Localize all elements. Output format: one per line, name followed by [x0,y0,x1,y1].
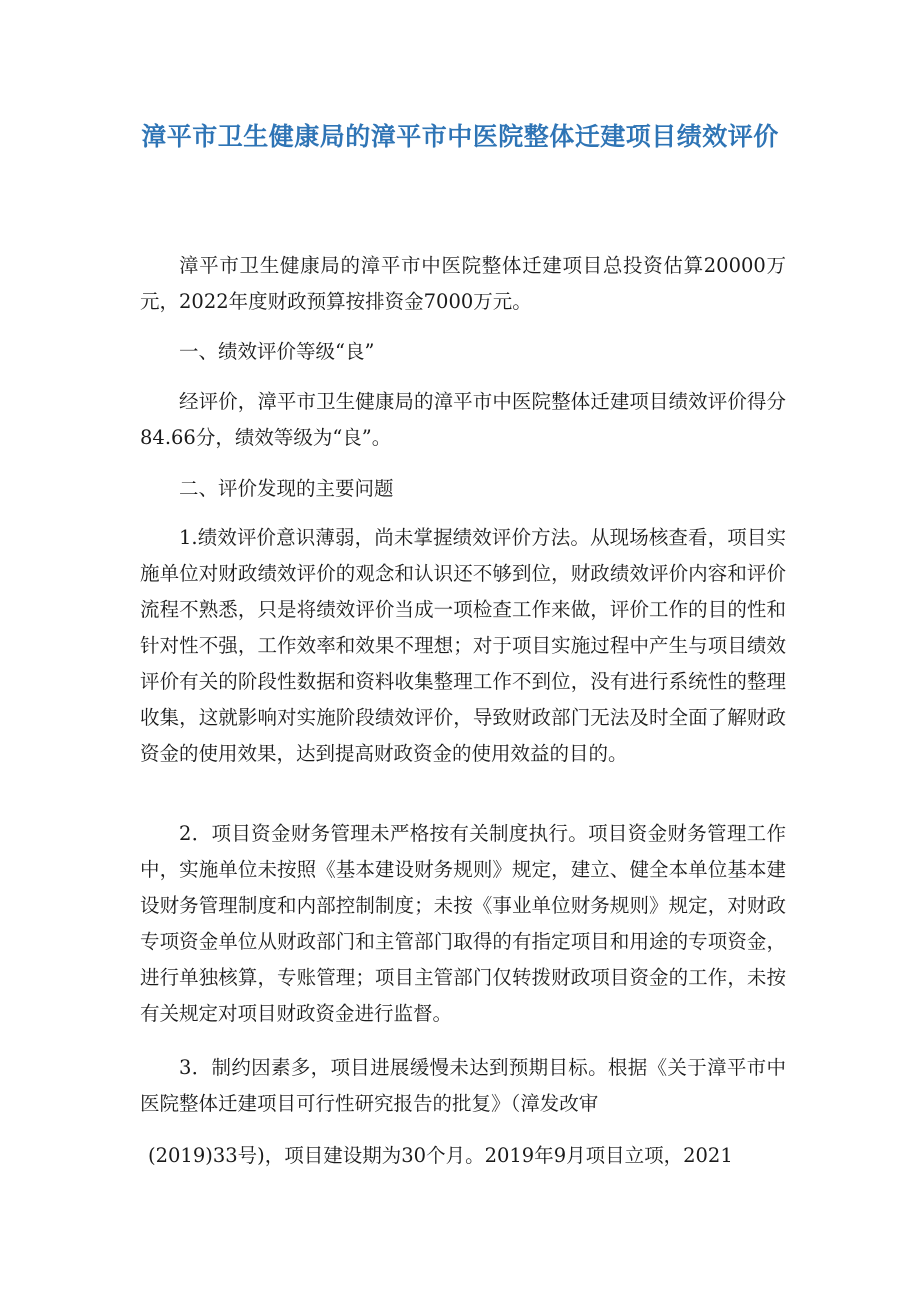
problem-3-continuation: (2019)33号)，项目建设期为30个月。2019年9月项目立项，2021 [148,1144,733,1167]
rating-paragraph: 经评价，漳平市卫生健康局的漳平市中医院整体迁建项目绩效评价得分84.66分，绩效等级为“良”。 [140,390,786,449]
problem-2-paragraph: 2．项目资金财务管理未严格按有关制度执行。项目资金财务管理工作中，实施单位未按照《基本建设财务规则》规定，建立、健全本单位基本建设财务管理制度和内部控制制度；未按《事业单位财务规则》规定，对财政专项资金单位从财政部门和主管部门取得的有指定项目和用途的专项资金，进行单独核算，专账管理；项目主管部门仅转拨财政项目资金的工作，未按有关规定对项目财政资金进行监督。 [140,822,786,1025]
document-title: 漳平市卫生健康局的漳平市中医院整体迁建项目绩效评价 [141,122,779,151]
problem-1-paragraph: 1.绩效评价意识薄弱，尚未掌握绩效评价方法。从现场核查看，项目实施单位对财政绩效评价的观念和认识还不够到位，财政绩效评价内容和评价流程不熟悉，只是将绩效评价当成一项检查工作来做，评价工作的目的性和针对性不强，工作效率和效果不理想；对于项目实施过程中产生与项目绩效评价有关的阶段性数据和资料收集整理工作不到位，没有进行系统性的整理收集，这就影响对实施阶段绩效评价，导致财政部门无法及时全面了解财政资金的使用效果，达到提高财政资金的使用效益的目的。 [140,526,786,765]
section-heading-rating: 一、绩效评价等级“良” [179,340,375,363]
section-heading-problems: 二、评价发现的主要问题 [179,477,394,500]
intro-paragraph: 漳平市卫生健康局的漳平市中医院整体迁建项目总投资估算20000万元，2022年度财政预算按排资金7000万元。 [140,254,786,313]
problem-3-paragraph: 3．制约因素多，项目进展缓慢未达到预期目标。根据《关于漳平市中医院整体迁建项目可行性研究报告的批复》（漳发改审 [140,1056,786,1115]
